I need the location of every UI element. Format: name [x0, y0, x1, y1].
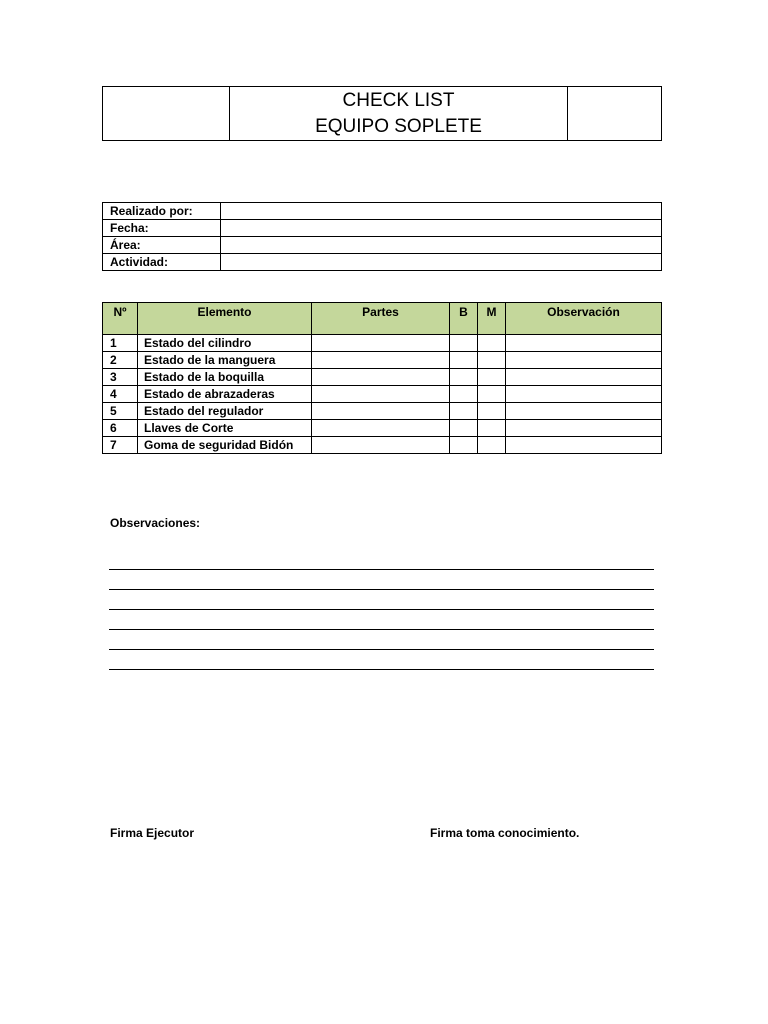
row-m[interactable] [478, 386, 506, 403]
observations-lines[interactable] [109, 550, 654, 670]
observation-line[interactable] [109, 590, 654, 610]
title-line-2: EQUIPO SOPLETE [315, 115, 482, 137]
field-label-fecha: Fecha: [103, 220, 221, 237]
row-num: 7 [103, 437, 138, 454]
row-partes[interactable] [312, 386, 450, 403]
row-elemento: Estado de la manguera [138, 352, 312, 369]
observation-line[interactable] [109, 650, 654, 670]
col-header-m: M [478, 303, 506, 335]
row-partes[interactable] [312, 335, 450, 352]
col-header-observacion: Observación [506, 303, 662, 335]
row-elemento: Estado del cilindro [138, 335, 312, 352]
row-num: 1 [103, 335, 138, 352]
checklist-header-row [103, 303, 662, 335]
row-elemento: Estado de abrazaderas [138, 386, 312, 403]
logo-cell [103, 87, 230, 141]
row-b[interactable] [450, 335, 478, 352]
row-partes[interactable] [312, 403, 450, 420]
row-b[interactable] [450, 386, 478, 403]
code-cell [568, 87, 662, 141]
table-row [103, 335, 662, 352]
row-m[interactable] [478, 352, 506, 369]
table-row [103, 437, 662, 454]
observation-line[interactable] [109, 630, 654, 650]
table-row [103, 352, 662, 369]
row-observacion[interactable] [506, 437, 662, 454]
info-table [102, 202, 662, 271]
row-partes[interactable] [312, 420, 450, 437]
row-b[interactable] [450, 437, 478, 454]
col-header-num: Nº [103, 303, 138, 335]
row-num: 6 [103, 420, 138, 437]
table-row [103, 420, 662, 437]
row-partes[interactable] [312, 352, 450, 369]
row-m[interactable] [478, 403, 506, 420]
field-label-realizado: Realizado por: [103, 203, 221, 220]
field-value-realizado[interactable] [221, 203, 662, 220]
row-b[interactable] [450, 403, 478, 420]
observation-line[interactable] [109, 570, 654, 590]
row-m[interactable] [478, 437, 506, 454]
row-num: 3 [103, 369, 138, 386]
title-line-1: CHECK LIST [342, 89, 455, 111]
row-observacion[interactable] [506, 420, 662, 437]
row-m[interactable] [478, 335, 506, 352]
field-value-fecha[interactable] [221, 220, 662, 237]
checklist-table [102, 302, 662, 454]
signature-executor: Firma Ejecutor [110, 826, 195, 840]
observations-label: Observaciones: [110, 516, 201, 530]
row-partes[interactable] [312, 369, 450, 386]
table-row [103, 403, 662, 420]
row-b[interactable] [450, 420, 478, 437]
row-num: 2 [103, 352, 138, 369]
col-header-elemento: Elemento [138, 303, 312, 335]
field-value-actividad[interactable] [221, 254, 662, 271]
row-num: 4 [103, 386, 138, 403]
field-value-area[interactable] [221, 237, 662, 254]
row-m[interactable] [478, 369, 506, 386]
observation-line[interactable] [109, 610, 654, 630]
row-b[interactable] [450, 352, 478, 369]
row-observacion[interactable] [506, 369, 662, 386]
row-num: 5 [103, 403, 138, 420]
row-m[interactable] [478, 420, 506, 437]
row-b[interactable] [450, 369, 478, 386]
row-observacion[interactable] [506, 335, 662, 352]
col-header-partes: Partes [312, 303, 450, 335]
row-observacion[interactable] [506, 352, 662, 369]
document-title [230, 87, 568, 141]
row-elemento: Goma de seguridad Bidón [138, 437, 312, 454]
row-elemento: Estado del regulador [138, 403, 312, 420]
table-row [103, 386, 662, 403]
observation-line[interactable] [109, 550, 654, 570]
row-elemento: Llaves de Corte [138, 420, 312, 437]
table-row [103, 369, 662, 386]
field-label-actividad: Actividad: [103, 254, 221, 271]
row-partes[interactable] [312, 437, 450, 454]
field-label-area: Área: [103, 237, 221, 254]
row-elemento: Estado de la boquilla [138, 369, 312, 386]
col-header-b: B [450, 303, 478, 335]
row-observacion[interactable] [506, 386, 662, 403]
header-table [102, 86, 662, 141]
row-observacion[interactable] [506, 403, 662, 420]
signature-acknowledgement: Firma toma conocimiento. [430, 826, 580, 840]
